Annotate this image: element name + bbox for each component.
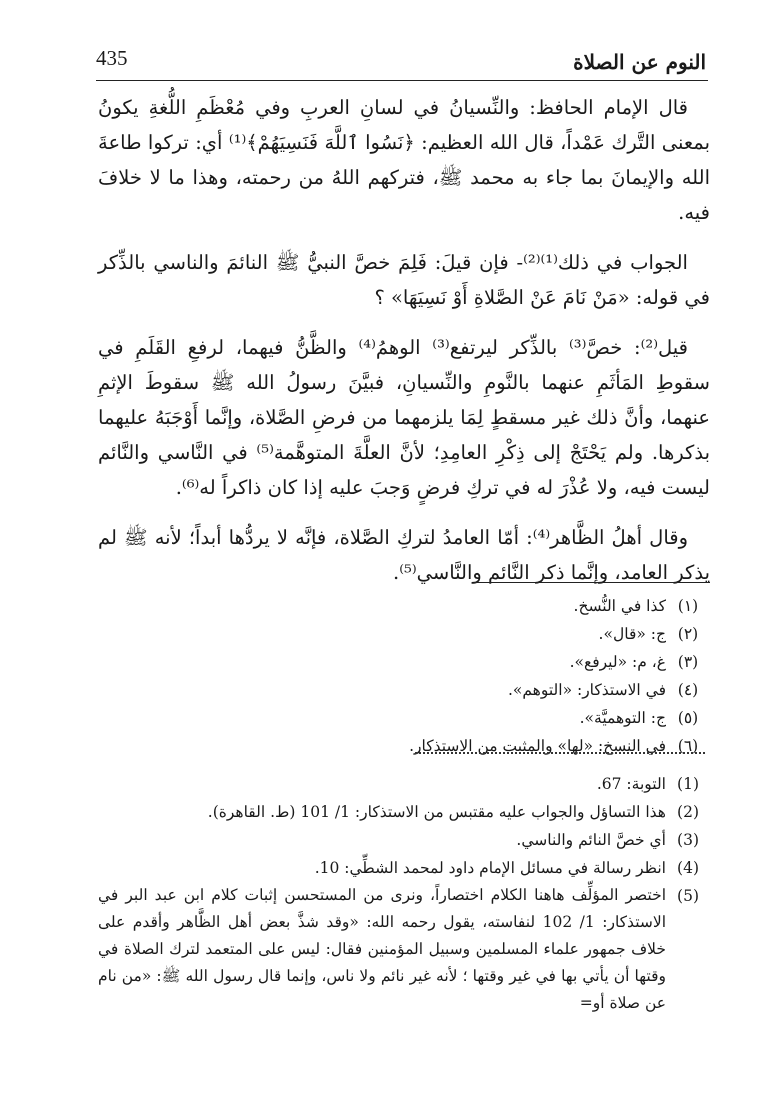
footnote-number: (١) xyxy=(677,597,699,615)
footnote-text: هذا التساؤل والجواب عليه مقتبس من الاستذكار: 1/ 101 (ط. القاهرة). xyxy=(207,803,666,821)
editor-footnotes xyxy=(98,770,710,1017)
footnote-a4 xyxy=(98,676,710,704)
footnote-b2 xyxy=(98,798,710,826)
footnote-b3 xyxy=(98,826,710,854)
paragraph-2: الجواب في ذلك⁽¹⁾⁽²⁾- فإن قيلَ: فَلِمَ خصَّ النبيُّ ﷺ النائمَ والناسي بالذِّكر في قوله: «مَنْ نَامَ عَنْ الصَّلاةِ أَوْ نَسِيَهَا» ؟ xyxy=(98,251,710,309)
footnote-text: اختصر المؤلِّف هاهنا الكلام اختصاراً، ونرى من المستحسن إثبات كلام ابن عبد البر في الاستذكار: 1/ 102 لنفاسته، يقول رحمه الله: «وقد شذَّ بعض أهل الظَّاهر وأقدم على خلاف جمهور علماء المسلمين وسبيل المؤمنين فقال: ليس على المتعمد لترك الصلاة في وقتها أن يأتي بها في غير وقتها ؛ لأنه غير نائم ولا ناس، وإنما قال رسول الله ﷺ: «من نام عن صلاة أو= xyxy=(98,886,667,1012)
footnote-number: (٤) xyxy=(677,681,699,699)
footnote-a6 xyxy=(98,732,710,760)
footnote-text: ج: «قال». xyxy=(598,625,666,643)
manuscript-footnotes xyxy=(98,592,710,760)
paragraph-4: وقال أهلُ الظَّاهر⁽⁴⁾: أمّا العامدُ لتركِ الصَّلاة، فإنَّه لا يردُّها أبداً؛ لأنه ﷺ لم يذكر العامد، وإنَّما ذكر النَّائم والنَّاسي⁽⁵⁾. xyxy=(98,526,710,584)
footnote-text: غ، م: «ليرفع». xyxy=(569,653,666,671)
footnote-number: (٣) xyxy=(677,653,699,671)
footnote-number: (1) xyxy=(677,775,699,793)
footnote-b4 xyxy=(98,854,710,882)
footnote-b5 xyxy=(98,882,710,1017)
footnote-number: (4) xyxy=(677,859,699,877)
paragraph-1: قال الإمام الحافظ: والنِّسيانُ في لسانِ العربِ وفي مُعْظَمِ اللُّغةِ يكونُ بمعنى التَّرك عَمْداً، قال الله العظيم: ﴿نَسُوا ٱللَّهَ فَنَسِيَهُمْ﴾⁽¹⁾ أي: تركوا طاعةَ الله والإيمانَ بما جاء به محمد ﷺ، فتركهم اللهُ من رحمته، وهذا ما لا خلافَ فيه. xyxy=(98,96,710,224)
footnote-rule xyxy=(474,582,710,583)
page-header xyxy=(96,42,706,82)
footnote-text: في الاستذكار: «التوهم». xyxy=(507,681,666,699)
footnote-text: كذا في النُّسخ. xyxy=(573,597,666,615)
footnote-a5 xyxy=(98,704,710,732)
footnote-text: ج: التوهميَّة». xyxy=(579,709,666,727)
footnote-number: (٦) xyxy=(677,737,699,755)
footnote-number: (3) xyxy=(677,831,699,849)
footnote-a1 xyxy=(98,592,710,620)
footnote-text: أي خصَّ النائم والناسي. xyxy=(516,831,666,849)
footnote-a3 xyxy=(98,648,710,676)
footnote-number: (2) xyxy=(677,803,699,821)
footnote-text: في النسخ: «لها» والمثبت من الاستذكار. xyxy=(409,737,666,755)
footnote-number: (٢) xyxy=(677,625,699,643)
main-text xyxy=(98,90,710,600)
footnote-a2 xyxy=(98,620,710,648)
footnote-number: (٥) xyxy=(677,709,699,727)
running-title: النوم عن الصلاة xyxy=(573,50,706,74)
page-number: 435 xyxy=(96,46,128,70)
paragraph-3: قيل⁽²⁾: خصَّ⁽³⁾ بالذِّكر ليرتفع⁽³⁾ الوهمُ⁽⁴⁾ والظَّنُّ فيهما، لرفعِ القَلَمِ في سقوطِ المَأثَمِ عنهما بالنَّومِ والنِّسيانِ، فبيَّنَ رسولُ الله ﷺ سقوطَ الإثمِ عنهما، وأنَّ ذلك غير مسقطٍ لِمَا يلزمهما من فرضِ الصَّلاة، وإنَّما أَوْجَبَهُ عليهما بذكرها. ولم يَحْتَجْ إلى ذِكْرِ العامِدِ؛ لأنَّ العلَّةَ المتوهَّمة⁽⁵⁾ في النَّاسي والنَّائم ليست فيه، ولا عُذْرَ له في تركِ فرضٍ وَجبَ عليه إذا كان ذاكراً له⁽⁶⁾. xyxy=(98,336,710,499)
header-rule xyxy=(96,80,708,81)
footnote-text: التوبة: 67. xyxy=(596,775,666,793)
dotted-separator xyxy=(415,752,705,754)
footnote-b1 xyxy=(98,770,710,798)
footnote-text: انظر رسالة في مسائل الإمام داود لمحمد الشطِّي: 10. xyxy=(314,859,666,877)
footnote-number: (5) xyxy=(677,887,699,905)
